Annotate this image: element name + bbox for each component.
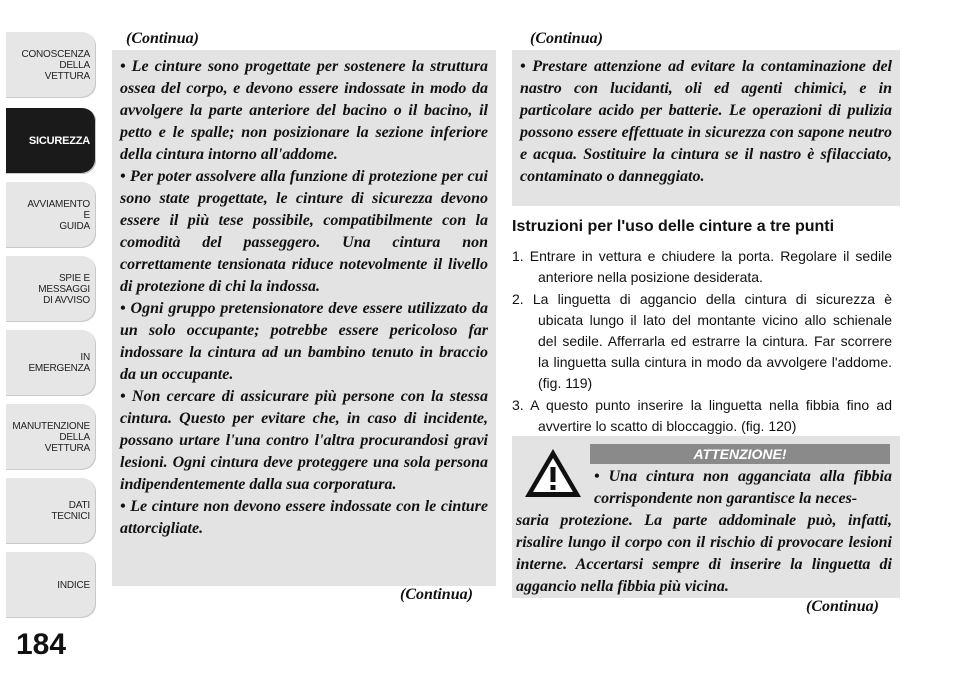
sidebar-item-manutenzione[interactable]: MANUTENZIONE DELLA VETTURA — [6, 404, 96, 470]
panel-paragraph: • Non cercare di assicurare più persone con la stessa cintura. Questo per evitare che, in caso di incidente, possano urtare l'una contro l'altra procurandosi gravi lesioni. Ogni cintura deve proteggere una sola persona indipendentemente dalla sua corporatura. — [120, 388, 488, 493]
attention-text: saria protezione. La parte addominale può, infatti, risalire lungo il corpo con il rischio di provocare lesioni interne. Accertarsi sempre di inserire la linguetta di aggancio nella fibbia più vicina. — [516, 512, 892, 595]
sidebar-item-conoscenza[interactable]: CONOSCENZA DELLA VETTURA — [6, 32, 96, 98]
list-item: 1. Entrare in vettura e chiudere la porta. Regolare il sedile anteriore nella posizione desiderata. — [512, 248, 892, 285]
sidebar-item-avviamento[interactable]: AVVIAMENTO E GUIDA — [6, 182, 96, 248]
sidebar-item-emergenza[interactable]: IN EMERGENZA — [6, 330, 96, 396]
attention-title: ATTENZIONE! — [590, 444, 890, 464]
panel-paragraph: • Per poter assolvere alla funzione di protezione per cui sono state progettate, le cinture di sicurezza devono essere il più tese possibile, compatibilmente con la comodità del passeggero. Una cintura non correttamente tensionata riduce notevolmente il livello di protezione di chi la indossa. — [120, 168, 488, 295]
list-item: 2. La linguetta di aggancio della cintura di sicurezza è ubicata lungo il lato del montante vicino allo schienale del sedile. Afferrarla ed estrarre la cintura. Far scorrere la linguetta sulla cintura in modo da avvolgere l'addome. (fig. 119) — [512, 291, 892, 391]
warning-triangle-icon — [522, 446, 584, 504]
sidebar-item-spie[interactable]: SPIE E MESSAGGI DI AVVISO — [6, 256, 96, 322]
continued-label-top-right: (Continua) — [530, 30, 603, 47]
page-number: 184 — [16, 628, 67, 661]
continued-label-bottom-right: (Continua) — [806, 598, 879, 615]
sidebar-item-dati-tecnici[interactable]: DATI TECNICI — [6, 478, 96, 544]
attention-text-first-lines: • Una cintura non agganciata alla fibbia corrispondente non garantisce la neces- — [594, 468, 892, 507]
panel-paragraph: • Le cinture sono progettate per sostenere la struttura ossea del corpo, e devono essere indossate in modo da avvolgere la parte anteriore del bacino o il bacino, il petto e le spalle; non posizionare la sezione inferiore della cintura intorno all'addome. — [120, 58, 488, 163]
sidebar-item-sicurezza[interactable]: SICUREZZA — [6, 108, 96, 174]
instruction-list — [512, 246, 892, 438]
section-heading: Istruzioni per l'uso delle cinture a tre punti — [512, 218, 835, 235]
panel-paragraph: • Le cinture non devono essere indossate con le cinture attorcigliate. — [120, 498, 488, 537]
right-warning-panel — [512, 50, 900, 206]
continued-label-top-left: (Continua) — [126, 30, 199, 47]
sidebar-item-indice[interactable]: INDICE — [6, 552, 96, 618]
list-item: 3. A questo punto inserire la linguetta nella fibbia fino ad avvertire lo scatto di bloccaggio. (fig. 120) — [512, 397, 892, 434]
panel-paragraph: • Ogni gruppo pretensionatore deve essere utilizzato da un solo occupante; potrebbe essere pericoloso far indossare la cintura ad un bambino tenuto in braccio da un occupante. — [120, 300, 488, 383]
left-warning-panel — [112, 50, 496, 586]
panel-paragraph: • Prestare attenzione ad evitare la contaminazione del nastro con lucidanti, oli ed agenti chimici, e in particolare acido per batterie. Le operazioni di pulizia possono essere effettuate in sicurezza con sapone neutro e acqua. Sostituire la cintura se il nastro è sfilacciato, contaminato o danneggiato. — [520, 58, 892, 185]
continued-label-bottom-left: (Continua) — [400, 586, 473, 603]
